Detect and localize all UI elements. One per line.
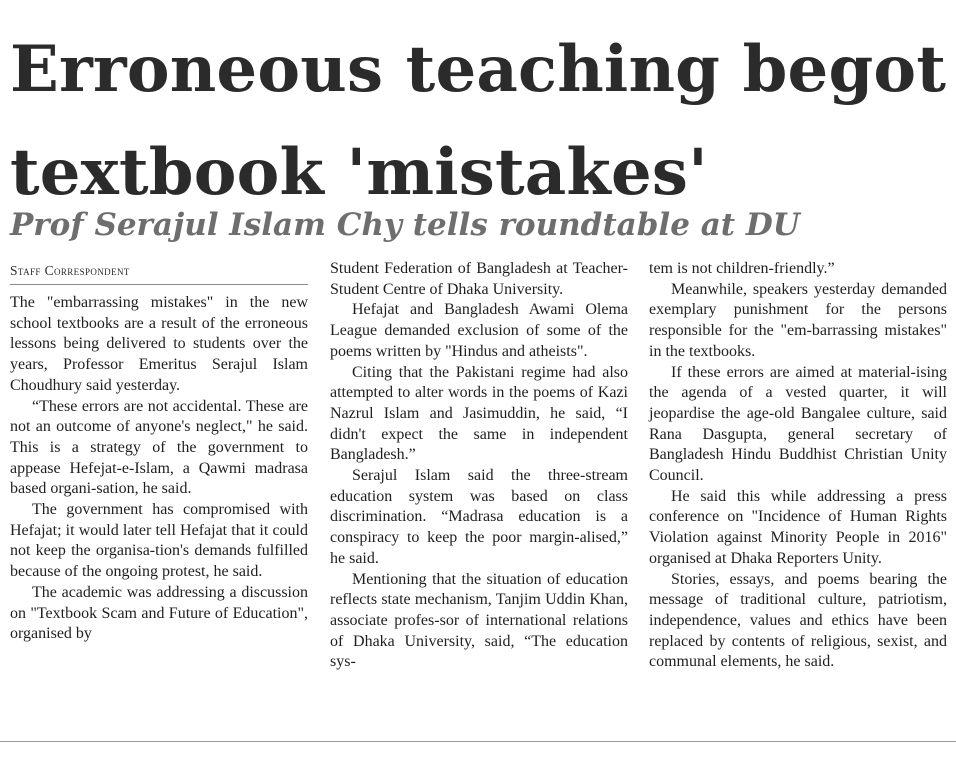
paragraph: Citing that the Pakistani regime had also attempted to alter words in the poems of Kazi Nazrul Islam and Jasimuddin, he said, “I didn't expect the same in independent Bangladesh.” bbox=[330, 363, 628, 464]
headline: Erroneous teaching begot textbook 'mistakes' bbox=[10, 32, 947, 210]
paragraph: tem is not children-friendly.” bbox=[649, 260, 835, 277]
paragraph: The academic was addressing a discussion on "Textbook Scam and Future of Education", organised by bbox=[10, 583, 308, 643]
subheadline: Prof Serajul Islam Chy tells roundtable at DU bbox=[10, 207, 800, 243]
article-column-3 bbox=[649, 259, 947, 673]
article-column-2 bbox=[330, 259, 628, 673]
paragraph: Meanwhile, speakers yesterday demanded exemplary punishment for the persons responsible for the "em-barrassing mistakes" in the textbooks. bbox=[649, 280, 947, 360]
byline: Staff Correspondent bbox=[10, 262, 308, 285]
paragraph: Student Federation of Bangladesh at Teacher-Student Centre of Dhaka University. bbox=[330, 260, 628, 298]
paragraph: Stories, essays, and poems bearing the message of traditional culture, patriotism, independence, values and ethics have been replaced by contents of religious, sexist, and communal elements, he said. bbox=[649, 570, 947, 671]
article-column-1 bbox=[10, 293, 308, 645]
bottom-rule bbox=[0, 741, 956, 742]
paragraph: Serajul Islam said the three-stream education system was based on class discrimination. “Madrasa education is a conspiracy to keep the poor margin-alised,” he said. bbox=[330, 467, 628, 567]
paragraph: If these errors are aimed at material-ising the agenda of a vested quarter, it will jeopardise the age-old Bangalee culture, said Rana Dasgupta, general secretary of Bangladesh Hindu Buddhist Christian Unity Council. bbox=[649, 363, 947, 485]
paragraph: Mentioning that the situation of education reflects state mechanism, Tanjim Uddin Khan, associate profes-sor of international relations of Dhaka University, said, “The education sys- bbox=[330, 570, 628, 671]
paragraph: The government has compromised with Hefajat; it would later tell Hefajat that it could not keep the organisa-tion's demands fulfilled because of the ongoing protest, he said. bbox=[10, 501, 308, 581]
paragraph: “These errors are not accidental. These are not an outcome of anyone's neglect," he said. This is a strategy of the government to appease Hefejat-e-Islam, a Qawmi madrasa based organi-sation, he said. bbox=[10, 397, 308, 498]
paragraph: The "embarrassing mistakes" in the new school textbooks are a result of the erroneous lessons being delivered to students over the years, Professor Emeritus Serajul Islam Choudhury said yesterday. bbox=[10, 294, 308, 394]
paragraph: Hefajat and Bangladesh Awami Olema League demanded exclusion of some of the poems written by "Hindus and atheists". bbox=[330, 301, 628, 360]
paragraph: He said this while addressing a press conference on "Incidence of Human Rights Violation against Minority People in 2016" organised at Dhaka Reporters Unity. bbox=[649, 487, 947, 567]
